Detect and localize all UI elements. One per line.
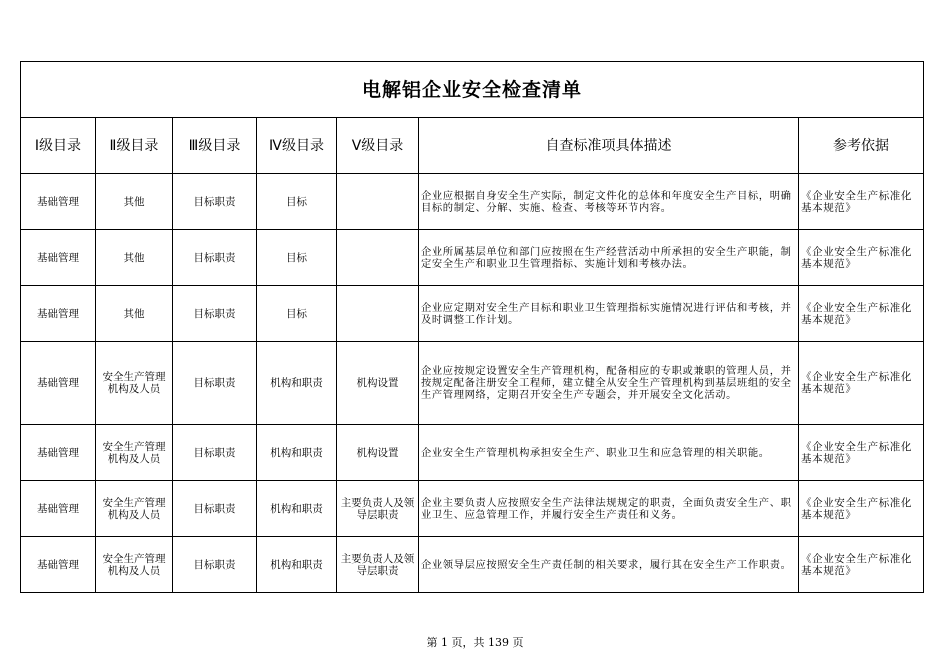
- header-level4: Ⅳ级目录: [257, 118, 337, 174]
- cell-level4: 目标: [257, 230, 337, 286]
- cell-description: 企业领导层应按照安全生产责任制的相关要求，履行其在安全生产工作职责。: [419, 537, 799, 593]
- cell-level2: 安全生产管理机构及人员: [96, 481, 173, 537]
- cell-level4: 目标: [257, 174, 337, 230]
- header-level2: Ⅱ级目录: [96, 118, 173, 174]
- table-row: [21, 342, 924, 425]
- cell-reference: 《企业安全生产标准化基本规范》: [799, 230, 924, 286]
- cell-description: 企业所属基层单位和部门应按照在生产经营活动中所承担的安全生产职能，制定安全生产和职业卫生管理指标、实施计划和考核办法。: [419, 230, 799, 286]
- cell-level5: 机构设置: [337, 425, 419, 481]
- cell-level5: [337, 286, 419, 342]
- cell-level3: 目标职责: [173, 537, 257, 593]
- cell-level2: 安全生产管理机构及人员: [96, 342, 173, 425]
- cell-reference: 《企业安全生产标准化基本规范》: [799, 537, 924, 593]
- page-footer: 第 1 页，共 139 页: [426, 636, 524, 649]
- cell-level1: 基础管理: [21, 537, 96, 593]
- cell-level3: 目标职责: [173, 425, 257, 481]
- cell-level4: 目标: [257, 286, 337, 342]
- table-row: [21, 286, 924, 342]
- cell-level2: 安全生产管理机构及人员: [96, 425, 173, 481]
- header-description: 自查标准项具体描述: [419, 118, 799, 174]
- cell-level1: 基础管理: [21, 481, 96, 537]
- cell-description: 企业应根据自身安全生产实际，制定文件化的总体和年度安全生产目标，明确目标的制定、分解、实施、检查、考核等环节内容。: [419, 174, 799, 230]
- checklist-table: [20, 61, 924, 593]
- table-row: [21, 174, 924, 230]
- cell-level2: 其他: [96, 174, 173, 230]
- cell-level3: 目标职责: [173, 174, 257, 230]
- cell-level4: 机构和职责: [257, 342, 337, 425]
- cell-description: 企业安全生产管理机构承担安全生产、职业卫生和应急管理的相关职能。: [419, 425, 799, 481]
- cell-level5: 机构设置: [337, 342, 419, 425]
- header-row: [21, 118, 924, 174]
- cell-level4: 机构和职责: [257, 481, 337, 537]
- cell-reference: 《企业安全生产标准化基本规范》: [799, 425, 924, 481]
- page-title: 电解铝企业安全检查清单: [21, 62, 924, 118]
- header-reference: 参考依据: [799, 118, 924, 174]
- cell-level4: 机构和职责: [257, 425, 337, 481]
- cell-level3: 目标职责: [173, 286, 257, 342]
- cell-level3: 目标职责: [173, 342, 257, 425]
- header-level5: Ⅴ级目录: [337, 118, 419, 174]
- cell-description: 企业主要负责人应按照安全生产法律法规规定的职责，全面负责安全生产、职业卫生、应急管理工作，并履行安全生产责任和义务。: [419, 481, 799, 537]
- cell-level2: 其他: [96, 286, 173, 342]
- cell-reference: 《企业安全生产标准化基本规范》: [799, 286, 924, 342]
- header-level1: Ⅰ级目录: [21, 118, 96, 174]
- cell-reference: 《企业安全生产标准化基本规范》: [799, 342, 924, 425]
- cell-description: 企业应按规定设置安全生产管理机构，配备相应的专职或兼职的管理人员，并按规定配备注册安全工程师，建立健全从安全生产管理机构到基层班组的安全生产管理网络，定期召开安全生产专题会，并开展安全文化活动。: [419, 342, 799, 425]
- cell-level3: 目标职责: [173, 230, 257, 286]
- cell-level1: 基础管理: [21, 230, 96, 286]
- cell-level5: [337, 230, 419, 286]
- cell-reference: 《企业安全生产标准化基本规范》: [799, 481, 924, 537]
- cell-level5: 主要负责人及领导层职责: [337, 481, 419, 537]
- cell-level4: 机构和职责: [257, 537, 337, 593]
- cell-level2: 安全生产管理机构及人员: [96, 537, 173, 593]
- cell-level5: [337, 174, 419, 230]
- table-row: [21, 537, 924, 593]
- cell-level1: 基础管理: [21, 286, 96, 342]
- table-row: [21, 230, 924, 286]
- cell-level5: 主要负责人及领导层职责: [337, 537, 419, 593]
- cell-level1: 基础管理: [21, 342, 96, 425]
- cell-level1: 基础管理: [21, 174, 96, 230]
- table-row: [21, 425, 924, 481]
- table-row: [21, 481, 924, 537]
- cell-level2: 其他: [96, 230, 173, 286]
- header-level3: Ⅲ级目录: [173, 118, 257, 174]
- cell-level3: 目标职责: [173, 481, 257, 537]
- cell-level1: 基础管理: [21, 425, 96, 481]
- cell-reference: 《企业安全生产标准化基本规范》: [799, 174, 924, 230]
- cell-description: 企业应定期对安全生产目标和职业卫生管理指标实施情况进行评估和考核，并及时调整工作计划。: [419, 286, 799, 342]
